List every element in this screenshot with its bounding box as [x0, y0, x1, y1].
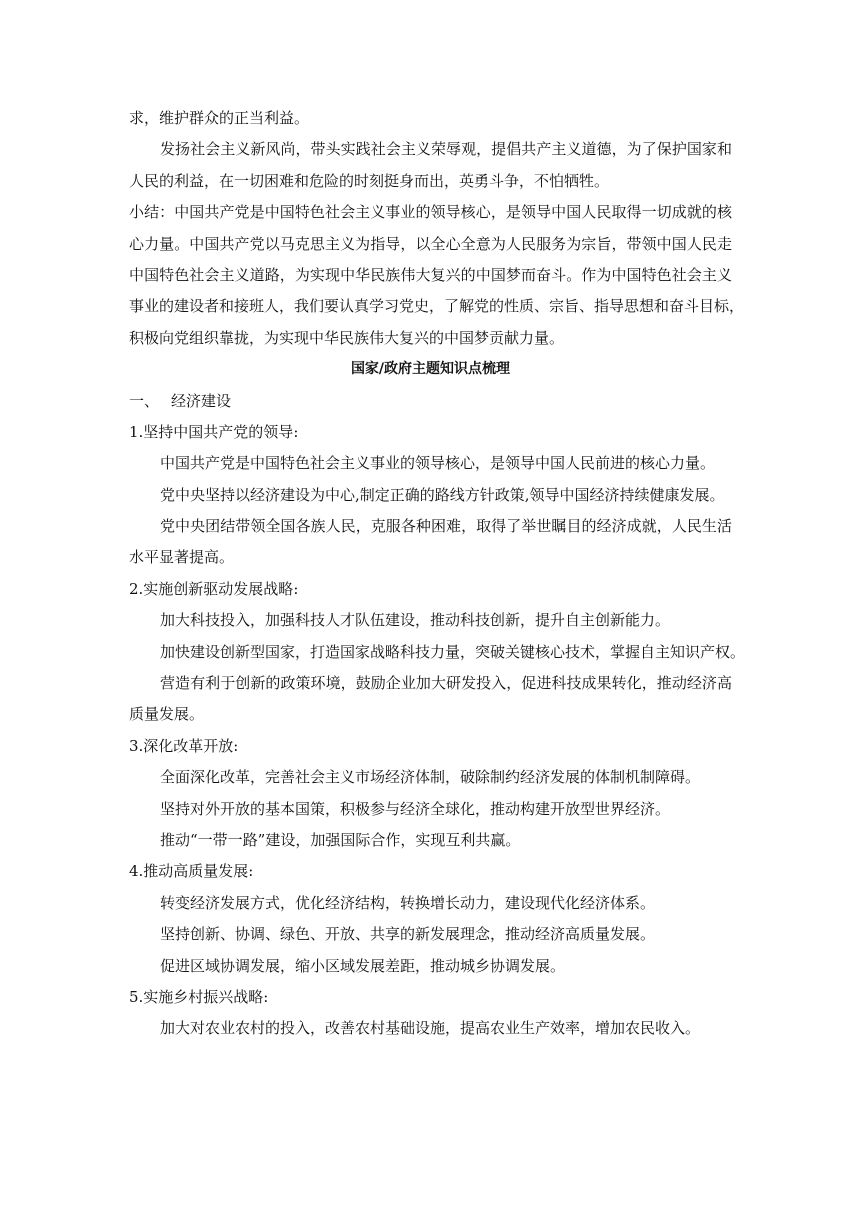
paragraph-line: 质量发展。: [129, 705, 205, 724]
section-number: 一、: [129, 391, 160, 410]
paragraph-line: 营造有利于创新的政策环境，鼓励企业加大研发投入，促进科技成果转化，推动经济高: [160, 674, 732, 693]
section-heading-text: 经济建设: [171, 391, 232, 410]
paragraph-line: 促进区域协调发展，缩小区域发展差距，推动城乡协调发展。: [160, 956, 566, 975]
paragraph-line: 坚持对外开放的基本国策，积极参与经济全球化，推动构建开放型世界经济。: [160, 799, 671, 818]
paragraph-line: 中国共产党是中国特色社会主义事业的领导核心，是领导中国人民前进的核心力量。: [160, 454, 716, 473]
summary-line: 中国特色社会主义道路，为实现中华民族伟大复兴的中国梦而奋斗。作为中国特色社会主义: [129, 265, 732, 284]
subheading: 3.深化改革开放:: [129, 736, 239, 755]
summary-line: 小结：中国共产党是中国特色社会主义事业的领导核心，是领导中国人民取得一切成就的核: [129, 203, 732, 222]
subheading: 2.实施创新驱动发展战略:: [129, 579, 299, 598]
subheading: 4.推动高质量发展:: [129, 862, 254, 881]
paragraph-line: 坚持创新、协调、绿色、开放、共享的新发展理念，推动经济高质量发展。: [160, 925, 656, 944]
section-title: 国家/政府主题知识点梳理: [350, 361, 511, 378]
paragraph-line: 全面深化改革，完善社会主义市场经济体制，破除制约经济发展的体制机制障碍。: [160, 768, 701, 787]
paragraph-line: 求，维护群众的正当利益。: [129, 109, 310, 127]
summary-line: 心力量。中国共产党以马克思主义为指导，以全心全意为人民服务为宗旨，带领中国人民走: [129, 234, 732, 253]
paragraph-line: 加快建设创新型国家，打造国家战略科技力量，突破关键核心技术，掌握自主知识产权。: [160, 642, 746, 661]
subheading: 5.实施乡村振兴战略:: [129, 987, 269, 1006]
summary-line: 事业的建设者和接班人，我们要认真学习党史，了解党的性质、宗旨、指导思想和奋斗目标，: [129, 297, 745, 316]
paragraph-line: 党中央团结带领全国各族人民，克服各种困难，取得了举世瞩目的经济成就，人民生活: [160, 517, 732, 536]
paragraph-line: 发扬社会主义新风尚，带头实践社会主义荣辱观，提倡共产主义道德，为了保护国家和: [160, 140, 732, 159]
summary-line: 积极向党组织靠拢，为实现中华民族伟大复兴的中国梦贡献力量。: [129, 328, 565, 347]
paragraph-line: 加大对农业农村的投入，改善农村基础设施，提高农业生产效率，增加农民收入。: [160, 1019, 701, 1038]
subheading: 1.坚持中国共产党的领导:: [129, 422, 299, 441]
paragraph-line: 人民的利益，在一切困难和危险的时刻挺身而出，英勇斗争，不怕牺牲。: [129, 171, 610, 190]
document-body: [129, 103, 746, 1045]
section-heading: [129, 386, 732, 417]
paragraph-line: 转变经济发展方式，优化经济结构，转换增长动力，建设现代化经济体系。: [160, 893, 656, 912]
paragraph-line: 党中央坚持以经济建设为中心,制定正确的路线方针政策,领导中国经济持续健康发展。: [160, 485, 725, 504]
paragraph-line: 推动“一带一路”建设，加强国际合作，实现互利共赢。: [160, 830, 521, 849]
paragraph-line: 加大科技投入，加强科技人才队伍建设，推动科技创新，提升自主创新能力。: [160, 611, 671, 630]
paragraph-line: 水平显著提高。: [129, 548, 235, 567]
